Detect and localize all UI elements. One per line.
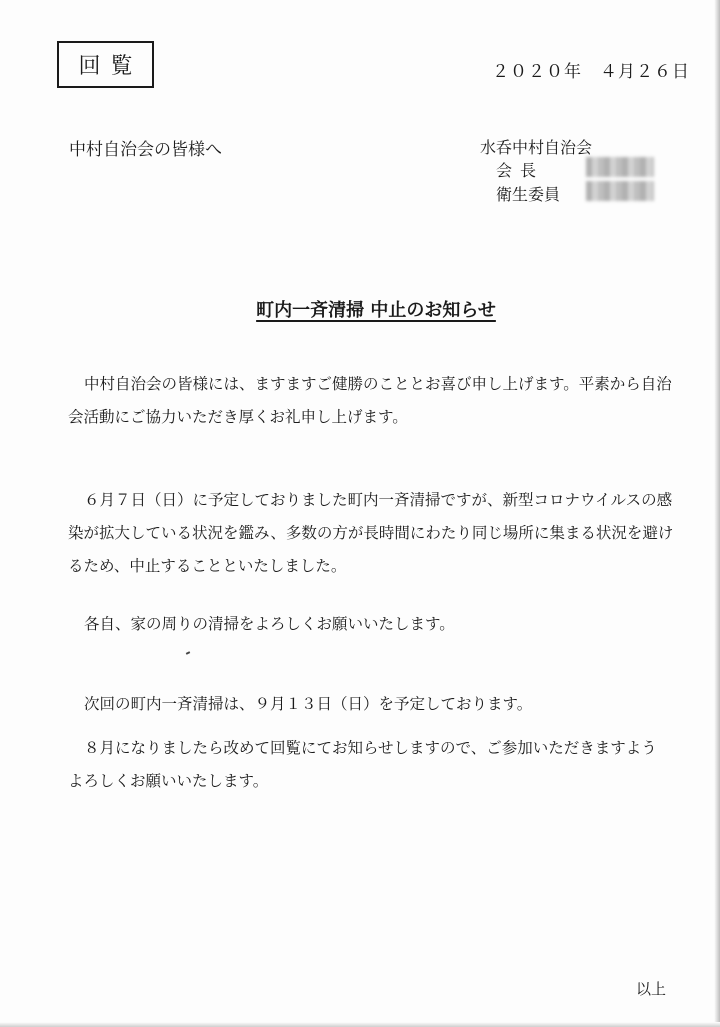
paragraph-line: よろしくお願いいたします。: [68, 772, 269, 790]
addressee: 中村自治会の皆様へ: [69, 140, 222, 160]
closing-mark: 以上: [636, 980, 667, 998]
paragraph-line: 染が拡大している状況を鑑み、多数の方が長時間にわたり同じ場所に集まる状況を避け: [68, 524, 674, 542]
paragraph-line: 次回の町内一斉清掃は、９月１３日（日）を予定しております。: [84, 695, 533, 713]
hygiene-committee-label: 衛生委員: [496, 185, 561, 204]
paragraph-line: ８月になりましたら改めて回覧にてお知らせしますので、ご参加いただきますよう: [84, 739, 657, 757]
paragraph-line: ６月７日（日）に予定しておりました町内一斉清掃ですが、新型コロナウイルスの感: [84, 491, 673, 509]
paragraph-line: 各自、家の周りの清掃をよろしくお願いいたします。: [84, 615, 455, 633]
scan-edge-right: [714, 0, 720, 1027]
paragraph-line: るため、中止することといたしました。: [68, 557, 347, 575]
paragraph-line: 中村自治会の皆様には、ますますご健勝のこととお喜び申し上げます。平素から自治: [84, 375, 672, 393]
redacted-hygiene-name: [586, 181, 654, 201]
document-date: ２０２０年 ４月２６日: [492, 62, 690, 82]
paragraph-greeting: [68, 368, 672, 434]
notice-title-text: 町内一斉清掃 中止のお知らせ: [256, 300, 496, 321]
paragraph-line: 会活動にご協力いただき厚くお礼申し上げます。: [68, 408, 408, 426]
paragraph-next-cleanup: [68, 688, 668, 721]
sender-organization: 水呑中村自治会: [480, 138, 593, 157]
scan-edge-bottom: [0, 1022, 720, 1027]
notice-title: [0, 296, 720, 322]
paragraph-cancellation: [68, 484, 674, 583]
redacted-chairman-name: [586, 157, 654, 177]
scan-speck: [186, 651, 190, 655]
paragraph-request: [68, 608, 668, 641]
chairman-label: 会長: [496, 161, 545, 180]
circulation-stamp-box: 回覧: [57, 41, 154, 88]
paragraph-august-notice: [68, 732, 668, 798]
